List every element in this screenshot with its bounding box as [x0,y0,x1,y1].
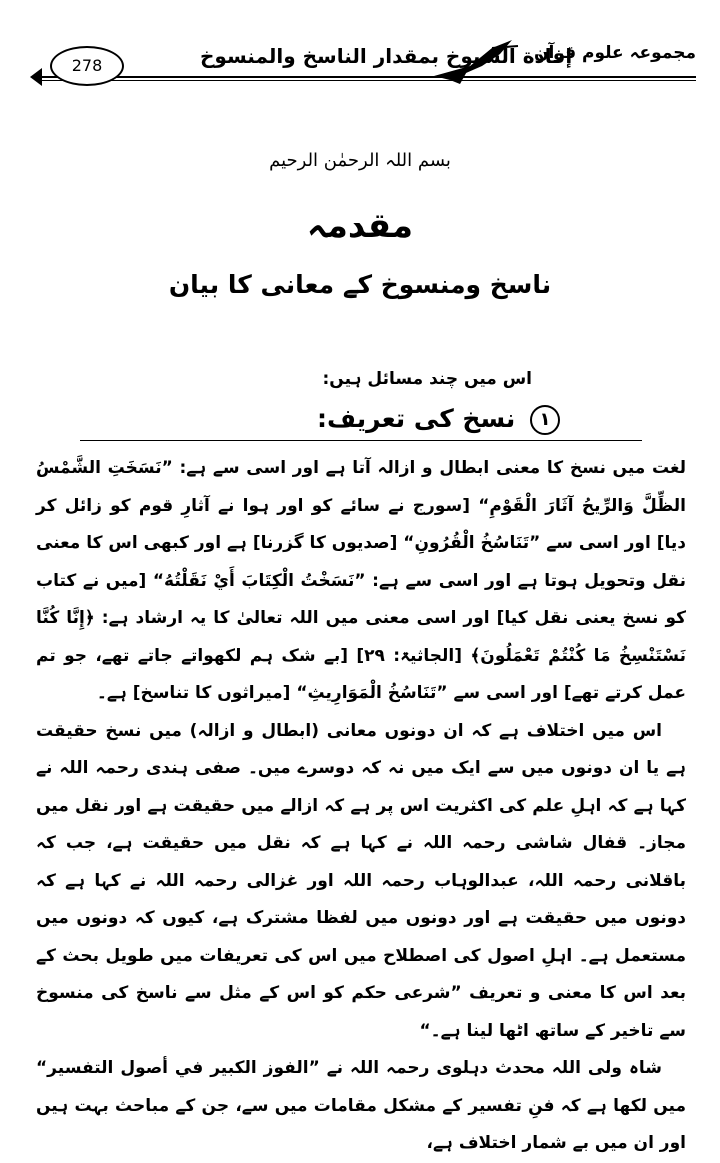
quill-pen-icon [430,36,520,88]
intro-line: اس میں چند مسائل ہیں: [322,369,532,389]
book-title: مجموعہ علوم قرآن [534,43,696,63]
arrow-tip-icon [30,68,42,86]
section-underline [80,440,642,441]
page-subtitle: ناسخ ومنسوخ کے معانی کا بیان [168,270,552,299]
header-rule-thin [36,80,696,81]
running-header [30,36,696,88]
basmala: بسم اللہ الرحمٰن الرحیم [269,150,451,171]
paragraph: شاہ ولی اللہ محدث دہلوی رحمہ اللہ نے ”الفوز الكبير في أصول التفسير“ میں لکھا ہے کہ فنِ تفسیر کے مشکل مقامات میں سے، جن کے مباحث بہت ہیں اور ان میں بے شمار اختلاف ہے، [36,1058,686,1153]
header-rule [36,76,696,78]
paragraph: اس میں اختلاف ہے کہ ان دونوں معانی (ابطال و ازالہ) میں نسخ حقیقت ہے یا ان دونوں میں سے ایک میں نہ کہ دوسرے میں۔ صفی ہندی رحمہ اللہ نے کہا ہے کہ اہلِ علم کی اکثریت اس پر ہے کہ ازالے میں حقیقت ہے اور نقل میں مجاز۔ قفال شاشی رحمہ اللہ نے کہا ہے کہ نقل میں حقیقت ہے، جب کہ باقلانی رحمہ اللہ، عبدالوہاب رحمہ اللہ اور غزالی رحمہ اللہ نے کہا ہے کہ دونوں میں حقیقت ہے اور دونوں میں لفظا مشترک ہے، کیوں کہ دونوں میں مستعمل ہے۔ اہلِ اصول کی اصطلاح میں اس کی تعریفات میں طویل بحث کے بعد اس کا معنی و تعریف ”شرعی حکم کو اس کے مثل سے ناسخ کی منسوخ سے تاخیر کے ساتھ اٹھا لینا ہے۔“ [36,720,686,1041]
page-number: 278 [50,46,124,86]
section-title: نسخ کی تعریف: [316,404,516,433]
paragraph: لغت میں نسخ کا معنی ابطال و ازالہ آتا ہے اور اسی سے ہے: ”نَسَخَتِ الشَّمْسُ الظِّلَّ وَالرِّيحُ آثَارَ الْقَوْمِ“ [سورج نے سائے کو اور ہوا نے آثارِ قوم کو زائل کر دیا] اور اسی سے ”تَنَاسُخُ الْقُرُونِ“ [صدیوں کا گزرنا] ہے اور کبھی اس کا معنی نقل وتحویل ہوتا ہے اور اسی سے ہے: ”نَسَخْتُ الْكِتَابَ أَيْ نَقَلْتُهُ“ [میں نے کتاب کو نسخ یعنی نقل کیا] اور اسی معنی میں اللہ تعالیٰ کا یہ ارشاد ہے: ﴿إِنَّا كُنَّا نَسْتَنْسِخُ مَا كُنْتُمْ تَعْمَلُونَ﴾ [الجاثیۃ: ٢٩] [بے شک ہم لکھواتے جاتے تھے، جو تم عمل کرتے تھے] اور اسی سے ”تَنَاسُخُ الْمَوَارِيثِ“ [میراثوں کا تناسخ] ہے۔ [36,458,686,703]
page-title: مقدمہ [306,206,414,246]
section-heading [317,404,560,435]
body-text [36,450,686,1163]
section-number: ١ [530,405,560,435]
chapter-title: إفادة الشيوخ بمقدار الناسخ والمنسوخ [200,44,573,68]
